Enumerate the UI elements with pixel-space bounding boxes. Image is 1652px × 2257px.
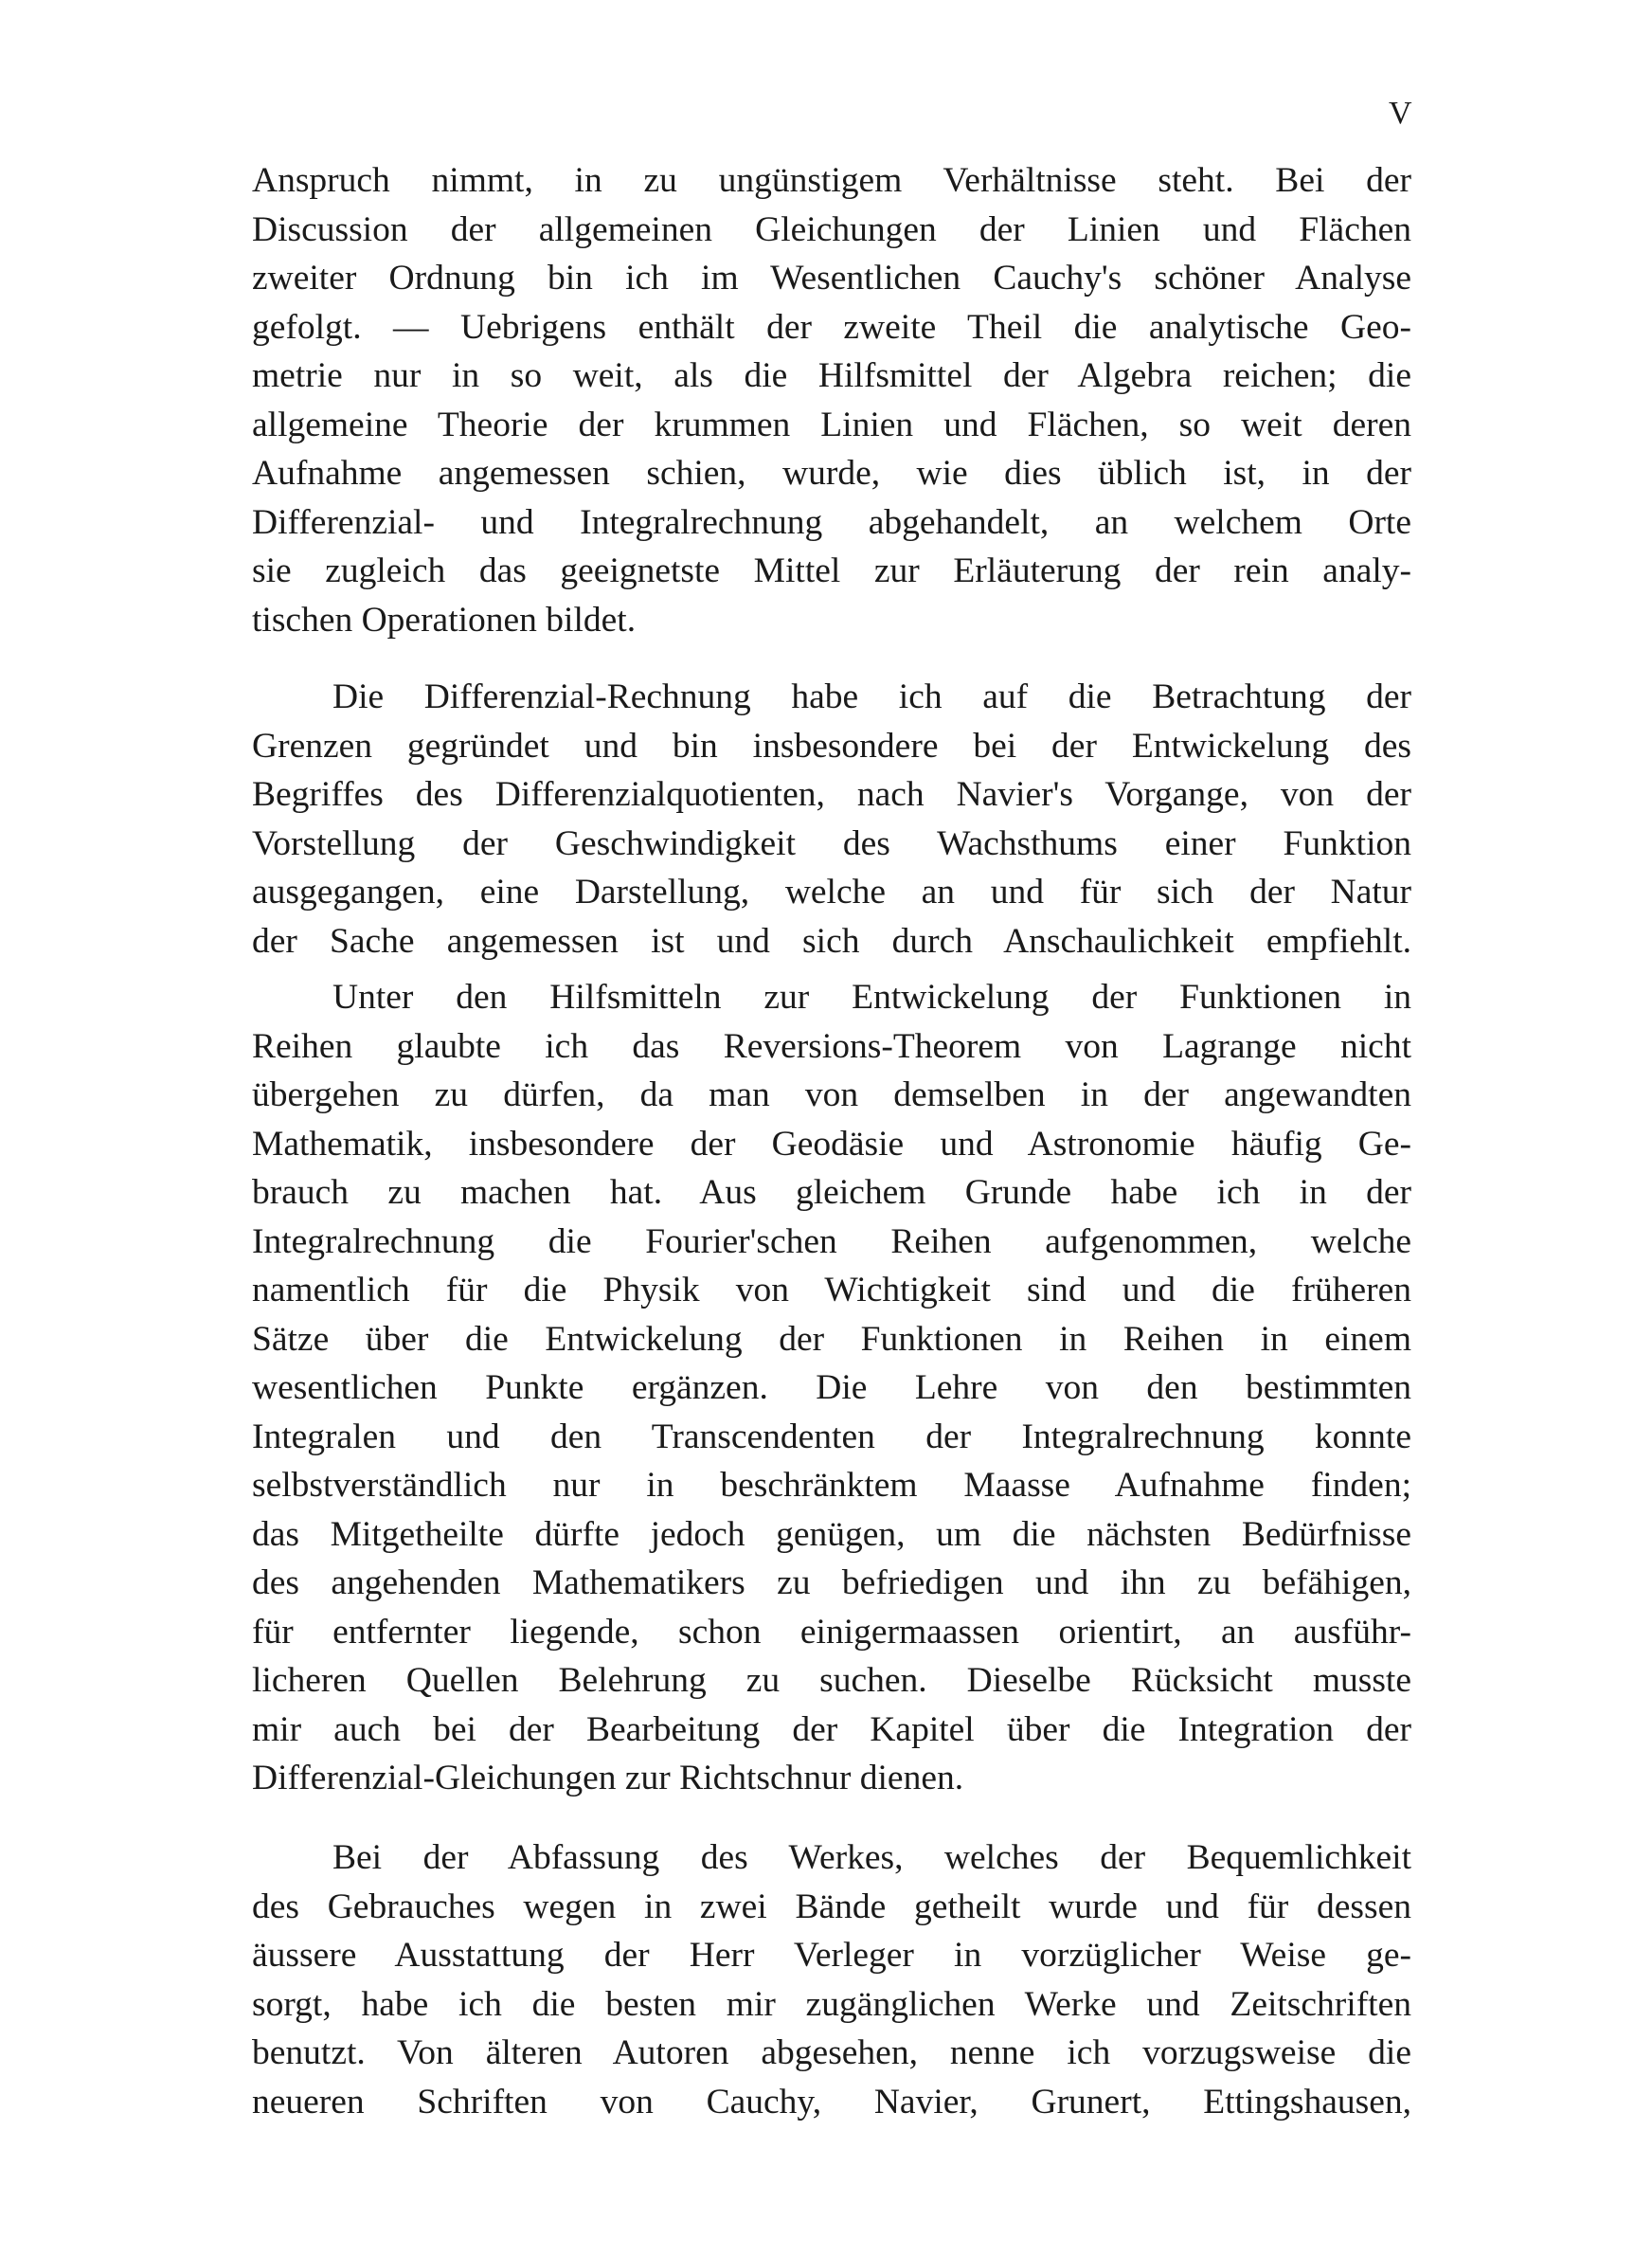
text-line: Aufnahme angemessen schien, wurde, wie dies üblich ist, in der [252,454,1411,493]
text-line: ausgegangen, eine Darstellung, welche an und für sich der Natur [252,873,1411,912]
text-line: Differenzial-Gleichungen zur Richtschnur dienen. [252,1759,964,1797]
text-line: Mathematik, insbesondere der Geodäsie und Astronomie häufig Ge- [252,1124,1411,1164]
paragraph-4 [252,1833,1411,2126]
text-line: metrie nur in so weit, als die Hilfsmittel der Algebra reichen; die [252,356,1411,395]
text-line: mir auch bei der Bearbeitung der Kapitel über die Integration der [252,1709,1411,1749]
text-line: sie zugleich das geeignetste Mittel zur Erläuterung der rein analy- [252,551,1411,590]
page-number: V [1389,96,1412,131]
text-line: übergehen zu dürfen, da man von demselben in der angewandten [252,1075,1411,1114]
text-line: sorgt, habe ich die besten mir zugänglichen Werke und Zeitschriften [252,1984,1411,2024]
text-line: wesentlichen Punkte ergänzen. Die Lehre von den bestimmten [252,1368,1411,1407]
text-line: tischen Operationen bildet. [252,600,637,640]
text-line: Grenzen gegründet und bin insbesondere bei der Entwickelung des [252,726,1411,766]
text-line: des Gebrauches wegen in zwei Bände getheilt wurde und für dessen [252,1887,1411,1926]
text-line: allgemeine Theorie der krummen Linien und Flächen, so weit deren [252,405,1411,444]
text-line: äussere Ausstattung der Herr Verleger in vorzüglicher Weise ge- [252,1936,1411,1975]
paragraph-2 [252,673,1411,966]
text-line: licheren Quellen Belehrung zu suchen. Dieselbe Rücksicht musste [252,1661,1411,1700]
text-line: Vorstellung der Geschwindigkeit des Wachsthums einer Funktion [252,823,1411,863]
text-line: Discussion der allgemeinen Gleichungen der Linien und Flächen [252,209,1411,249]
text-line: neueren Schriften von Cauchy, Navier, Grunert, Ettingshausen, [252,2082,1411,2122]
text-line: der Sache angemessen ist und sich durch Anschaulichkeit empfiehlt. [252,921,1411,961]
text-line: Anspruch nimmt, in zu ungünstigem Verhältnisse steht. Bei der [252,161,1411,200]
text-line: Integralen und den Transcendenten der Integralrechnung konnte [252,1417,1411,1456]
text-line: Differenzial- und Integralrechnung abgehandelt, an welchem Orte [252,502,1411,542]
paragraph-1 [252,156,1411,644]
paragraph-3 [252,973,1411,1803]
text-line: namentlich für die Physik von Wichtigkeit sind und die früheren [252,1271,1411,1309]
text-line: für entfernter liegende, schon einigermaassen orientirt, an ausführ- [252,1612,1411,1652]
text-line: gefolgt. — Uebrigens enthält der zweite Theil die analytische Geo- [252,307,1411,347]
text-line: Bei der Abfassung des Werkes, welches der Bequemlichkeit [332,1838,1411,1877]
text-line: Integralrechnung die Fourier'schen Reihen aufgenommen, welche [252,1221,1411,1261]
text-line: Reihen glaubte ich das Reversions-Theorem von Lagrange nicht [252,1026,1411,1066]
text-line: das Mitgetheilte dürfte jedoch genügen, um die nächsten Bedürfnisse [252,1514,1411,1554]
text-line: Die Differenzial-Rechnung habe ich auf die Betrachtung der [332,677,1411,716]
text-line: zweiter Ordnung bin ich im Wesentlichen Cauchy's schöner Analyse [252,259,1411,298]
text-line: selbstverständlich nur in beschränktem Maasse Aufnahme finden; [252,1466,1411,1505]
text-line: Sätze über die Entwickelung der Funktionen in Reihen in einem [252,1319,1411,1359]
text-line: Unter den Hilfsmitteln zur Entwickelung der Funktionen in [332,978,1411,1017]
text-line: Begriffes des Differenzialquotienten, nach Navier's Vorgange, von der [252,775,1411,814]
text-line: brauch zu machen hat. Aus gleichem Grunde habe ich in der [252,1173,1411,1212]
text-line: des angehenden Mathematikers zu befriedigen und ihn zu befähigen, [252,1563,1411,1602]
text-line: benutzt. Von älteren Autoren abgesehen, nenne ich vorzugsweise die [252,2033,1411,2072]
